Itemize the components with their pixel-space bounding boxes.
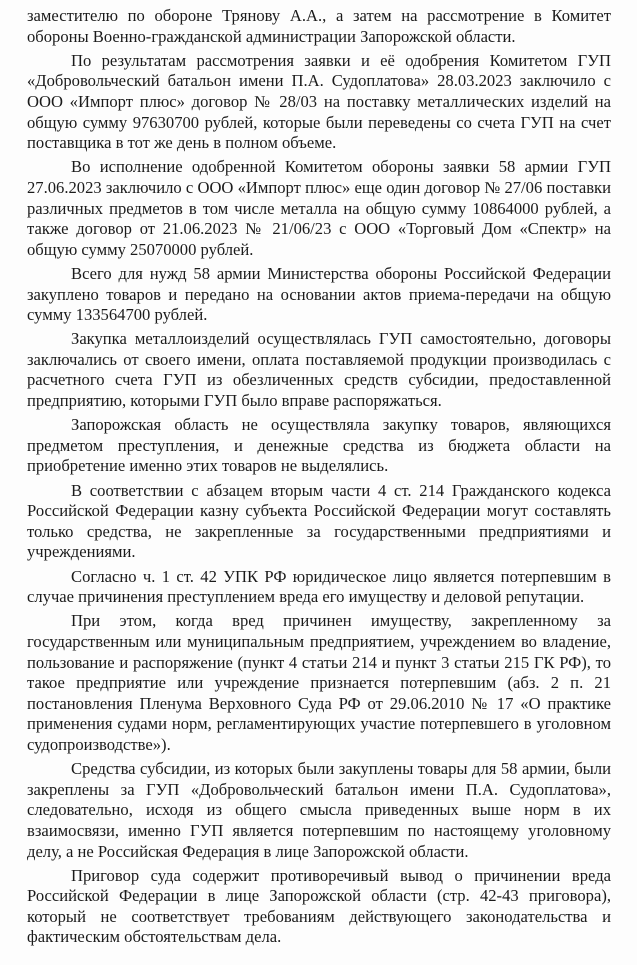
paragraph-subsidy-conclusion: Средства субсидии, из которых были закуплены товары для 58 армии, были закреплены за ГУП «Добровольческий батальон имени П.А. Судоплатова», следовательно, исходя из общего смысла приведенных выше норм в их взаимосвязи, именно ГУП является потерпевшим по настоящему уголовному делу, а не Российская Федерация в лице Запорожской области.	[27, 759, 611, 861]
paragraph-second-contract: Во исполнение одобренной Комитетом обороны заявки 58 армии ГУП 27.06.2023 заключило с ООО «Импорт плюс» еще один договор № 27/06 поставки различных предметов в том числе металла на общую сумму 10864000 рублей, а также договор от 21.06.2023 № 21/06/23 с ООО «Торговый Дом «Спектр» на общую сумму 25070000 рублей.	[27, 157, 611, 259]
paragraph-verdict-contradiction: Приговор суда содержит противоречивый вывод о причинении вреда Российской Федерации в лице Запорожской области (стр. 42-43 приговора), который не соответствует требованиям действующего законодательства и фактическим обстоятельствам дела.	[27, 865, 611, 947]
paragraph-continuation: заместителю по обороне Трянову А.А., а затем на рассмотрение в Комитет обороны Военно-гражданской администрации Запорожской области.	[27, 6, 611, 46]
paragraph-committee-approval: По результатам рассмотрения заявки и её одобрения Комитетом ГУП «Добровольческий батальон имени П.А. Судоплатова» 28.03.2023 заключило с ООО «Импорт плюс» договор № 28/03 на поставку металлических изделий на общую сумму 97630700 рублей, которые были переведены со счета ГУП на счет поставщика в тот же день в полном объеме.	[27, 50, 611, 153]
paragraph-procurement: Закупка металлоизделий осуществлялась ГУП самостоятельно, договоры заключались от своего имени, оплата поставляемой продукции производилась с расчетного счета ГУП из обезличенных средств субсидии, предоставленной предприятию, которыми ГУП было вправе распоряжаться.	[27, 329, 611, 411]
paragraph-region-funds: Запорожская область не осуществляла закупку товаров, являющихся предметом преступления, и денежные средства из бюджета области на приобретение именно этих товаров не выделялись.	[27, 415, 611, 476]
paragraph-total-purchase: Всего для нужд 58 армии Министерства обороны Российской Федерации закуплено товаров и передано на основании актов приема-передачи на общую сумму 133564700 рублей.	[27, 263, 611, 325]
paragraph-upk-victim: Согласно ч. 1 ст. 42 УПК РФ юридическое лицо является потерпевшим в случае причинения преступлением вреда его имуществу и деловой репутации.	[27, 566, 611, 607]
paragraph-civil-code: В соответствии с абзацем вторым части 4 ст. 214 Гражданского кодекса Российской Федерации казну субъекта Российской Федерации могут составлять только средства, не закрепленные за государственными предприятиями и учреждениями.	[27, 480, 611, 562]
paragraph-plenum-ruling: При этом, когда вред причинен имуществу, закрепленному за государственным или муниципальным предприятием, учреждением во владение, пользование и распоряжение (пункт 4 статьи 214 и пункт 3 статьи 215 ГК РФ), то такое предприятие или учреждение признается потерпевшим (абз. 2 п. 21 постановления Пленума Верховного Суда РФ от 29.06.2010 № 17 «О практике применения судами норм, регламентирующих участие потерпевшего в уголовном судопроизводстве»).	[27, 611, 611, 754]
